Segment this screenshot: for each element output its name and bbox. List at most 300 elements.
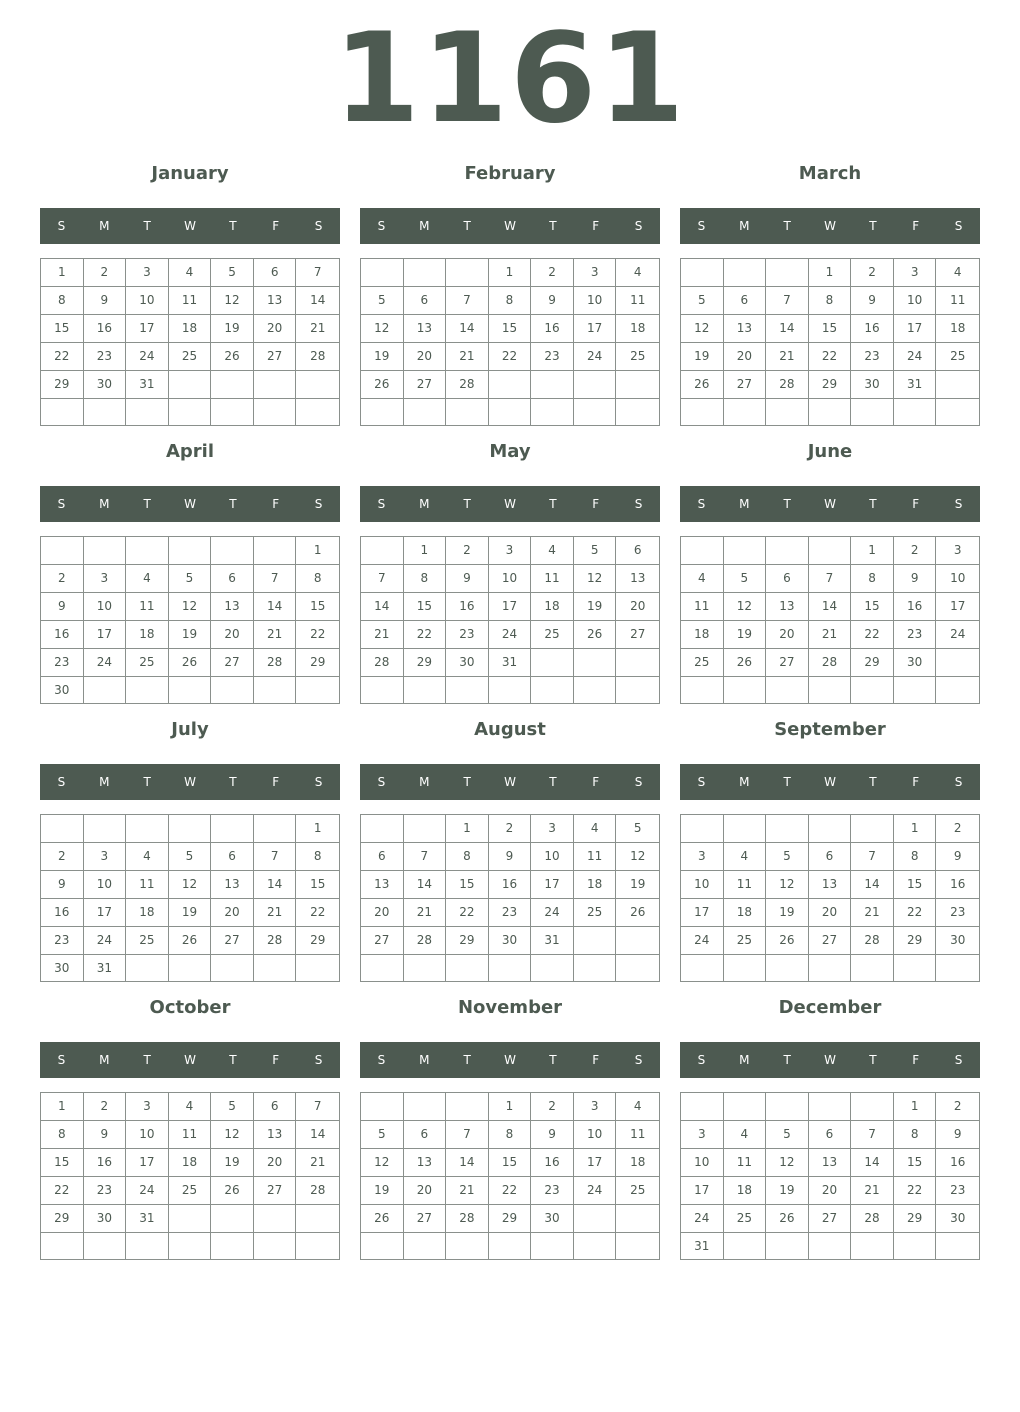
day-cell: 1 <box>41 1093 84 1121</box>
day-cell: 22 <box>489 343 532 371</box>
day-cell: 5 <box>361 287 404 315</box>
day-cell: 23 <box>936 899 979 927</box>
day-cell: 25 <box>169 343 212 371</box>
empty-cell <box>41 815 84 843</box>
empty-cell <box>84 815 127 843</box>
day-cell: 15 <box>489 1149 532 1177</box>
day-cell: 15 <box>41 315 84 343</box>
day-cell: 22 <box>851 621 894 649</box>
day-cell: 1 <box>446 815 489 843</box>
weekday-label: T <box>783 219 791 233</box>
empty-cell <box>126 1233 169 1259</box>
day-cell: 4 <box>936 259 979 287</box>
day-cell: 19 <box>211 315 254 343</box>
empty-cell <box>169 1233 212 1259</box>
day-cell: 3 <box>531 815 574 843</box>
day-cell: 10 <box>574 1121 617 1149</box>
day-cell: 6 <box>254 1093 297 1121</box>
day-cell: 19 <box>574 593 617 621</box>
day-cell: 9 <box>531 1121 574 1149</box>
day-cell: 9 <box>446 565 489 593</box>
month-name: February <box>464 163 556 184</box>
day-cell: 5 <box>361 1121 404 1149</box>
day-cell: 1 <box>489 1093 532 1121</box>
empty-cell <box>681 955 724 981</box>
empty-cell <box>616 371 659 399</box>
weekday-header <box>680 486 980 522</box>
empty-cell <box>724 537 767 565</box>
day-cell: 1 <box>296 815 339 843</box>
day-cell: 23 <box>531 1177 574 1205</box>
month-name: January <box>151 163 229 184</box>
day-cell: 27 <box>404 1205 447 1233</box>
day-cell: 18 <box>724 899 767 927</box>
day-cell: 13 <box>809 871 852 899</box>
day-cell: 2 <box>936 1093 979 1121</box>
day-cell: 6 <box>616 537 659 565</box>
empty-cell <box>126 399 169 425</box>
empty-cell <box>404 1093 447 1121</box>
empty-cell <box>894 1233 937 1260</box>
day-cell: 4 <box>574 815 617 843</box>
day-cell: 17 <box>574 315 617 343</box>
day-cell: 14 <box>404 871 447 899</box>
weekday-label: M <box>739 775 750 789</box>
day-cell: 3 <box>936 537 979 565</box>
day-cell: 16 <box>531 315 574 343</box>
empty-cell <box>766 815 809 843</box>
day-cell: 30 <box>84 1205 127 1233</box>
day-cell: 26 <box>724 649 767 677</box>
empty-cell <box>211 1233 254 1259</box>
empty-cell <box>809 1233 852 1260</box>
day-cell: 24 <box>574 343 617 371</box>
empty-cell <box>489 955 532 981</box>
empty-cell <box>851 815 894 843</box>
day-cell: 3 <box>489 537 532 565</box>
day-cell: 21 <box>851 899 894 927</box>
day-cell: 13 <box>254 1121 297 1149</box>
weekday-label: T <box>783 775 791 789</box>
day-cell: 10 <box>894 287 937 315</box>
day-cell: 18 <box>574 871 617 899</box>
weekday-label: W <box>184 497 196 511</box>
empty-cell <box>211 815 254 843</box>
day-cell: 7 <box>851 1121 894 1149</box>
empty-cell <box>616 955 659 981</box>
day-cell: 2 <box>894 537 937 565</box>
day-cell: 8 <box>296 565 339 593</box>
weekday-header <box>40 486 340 522</box>
empty-cell <box>531 399 574 425</box>
day-cell: 3 <box>84 843 127 871</box>
weekday-label: T <box>229 219 237 233</box>
day-cell: 18 <box>681 621 724 649</box>
empty-cell <box>936 399 979 425</box>
empty-cell <box>724 1233 767 1260</box>
empty-cell <box>126 955 169 982</box>
day-cell: 4 <box>126 843 169 871</box>
day-cell: 6 <box>809 843 852 871</box>
empty-cell <box>169 1205 212 1233</box>
day-cell: 11 <box>724 1149 767 1177</box>
days-grid <box>680 258 980 426</box>
day-cell: 4 <box>126 565 169 593</box>
empty-cell <box>766 955 809 981</box>
day-cell: 13 <box>404 315 447 343</box>
day-cell: 24 <box>126 343 169 371</box>
day-cell: 23 <box>531 343 574 371</box>
day-cell: 8 <box>41 287 84 315</box>
day-cell: 29 <box>296 649 339 677</box>
empty-cell <box>254 1205 297 1233</box>
weekday-label: T <box>463 497 471 511</box>
day-cell: 1 <box>296 537 339 565</box>
day-cell: 17 <box>126 315 169 343</box>
day-cell: 9 <box>936 1121 979 1149</box>
weekday-label: T <box>869 1053 877 1067</box>
day-cell: 21 <box>296 1149 339 1177</box>
weekday-label: S <box>377 497 386 511</box>
day-cell: 6 <box>809 1121 852 1149</box>
empty-cell <box>531 649 574 677</box>
weekday-label: T <box>783 1053 791 1067</box>
day-cell: 16 <box>41 621 84 649</box>
day-cell: 5 <box>681 287 724 315</box>
day-cell: 7 <box>404 843 447 871</box>
day-cell: 6 <box>211 843 254 871</box>
day-cell: 13 <box>254 287 297 315</box>
day-cell: 4 <box>724 1121 767 1149</box>
day-cell: 1 <box>404 537 447 565</box>
day-cell: 9 <box>84 287 127 315</box>
empty-cell <box>169 677 212 704</box>
month-name: October <box>149 997 231 1018</box>
day-cell: 29 <box>41 371 84 399</box>
empty-cell <box>126 815 169 843</box>
weekday-label: T <box>143 219 151 233</box>
day-cell: 26 <box>766 927 809 955</box>
day-cell: 19 <box>169 621 212 649</box>
empty-cell <box>574 955 617 981</box>
day-cell: 17 <box>531 871 574 899</box>
weekday-label: S <box>314 497 323 511</box>
day-cell: 22 <box>296 899 339 927</box>
days-grid <box>680 1092 980 1260</box>
weekday-label: S <box>57 1053 66 1067</box>
empty-cell <box>681 677 724 703</box>
empty-cell <box>809 955 852 981</box>
empty-cell <box>404 677 447 703</box>
weekday-label: S <box>377 219 386 233</box>
day-cell: 28 <box>446 1205 489 1233</box>
day-cell: 25 <box>724 927 767 955</box>
empty-cell <box>766 259 809 287</box>
empty-cell <box>41 1233 84 1259</box>
day-cell: 5 <box>169 843 212 871</box>
empty-cell <box>296 677 339 704</box>
day-cell: 6 <box>254 259 297 287</box>
day-cell: 10 <box>126 287 169 315</box>
empty-cell <box>574 677 617 703</box>
day-cell: 26 <box>361 371 404 399</box>
day-cell: 28 <box>254 927 297 955</box>
empty-cell <box>616 399 659 425</box>
day-cell: 26 <box>211 343 254 371</box>
weekday-label: S <box>634 1053 643 1067</box>
weekday-label: M <box>419 219 430 233</box>
empty-cell <box>211 371 254 399</box>
day-cell: 31 <box>894 371 937 399</box>
day-cell: 20 <box>361 899 404 927</box>
day-cell: 9 <box>894 565 937 593</box>
weekday-header <box>40 208 340 244</box>
day-cell: 24 <box>126 1177 169 1205</box>
day-cell: 12 <box>211 1121 254 1149</box>
day-cell: 11 <box>574 843 617 871</box>
day-cell: 27 <box>809 1205 852 1233</box>
empty-cell <box>404 259 447 287</box>
day-cell: 2 <box>84 259 127 287</box>
empty-cell <box>489 1233 532 1259</box>
day-cell: 10 <box>936 565 979 593</box>
empty-cell <box>681 259 724 287</box>
weekday-label: W <box>824 1053 836 1067</box>
day-cell: 21 <box>361 621 404 649</box>
day-cell: 11 <box>681 593 724 621</box>
day-cell: 15 <box>296 593 339 621</box>
day-cell: 21 <box>446 343 489 371</box>
day-cell: 21 <box>809 621 852 649</box>
day-cell: 18 <box>616 315 659 343</box>
day-cell: 31 <box>126 1205 169 1233</box>
empty-cell <box>84 537 127 565</box>
day-cell: 8 <box>446 843 489 871</box>
weekday-label: W <box>504 497 516 511</box>
weekday-label: M <box>739 1053 750 1067</box>
empty-cell <box>766 537 809 565</box>
empty-cell <box>574 371 617 399</box>
weekday-label: F <box>912 497 920 511</box>
year-title: 1161 <box>333 7 687 151</box>
day-cell: 7 <box>809 565 852 593</box>
day-cell: 28 <box>446 371 489 399</box>
day-cell: 26 <box>766 1205 809 1233</box>
day-cell: 11 <box>936 287 979 315</box>
weekday-label: F <box>912 775 920 789</box>
day-cell: 21 <box>254 621 297 649</box>
days-grid <box>360 1092 660 1260</box>
day-cell: 14 <box>254 871 297 899</box>
day-cell: 3 <box>574 1093 617 1121</box>
empty-cell <box>361 1093 404 1121</box>
day-cell: 15 <box>894 871 937 899</box>
day-cell: 3 <box>126 1093 169 1121</box>
day-cell: 26 <box>681 371 724 399</box>
empty-cell <box>724 677 767 703</box>
day-cell: 15 <box>404 593 447 621</box>
day-cell: 14 <box>809 593 852 621</box>
empty-cell <box>126 537 169 565</box>
day-cell: 19 <box>169 899 212 927</box>
day-cell: 7 <box>296 1093 339 1121</box>
day-cell: 17 <box>126 1149 169 1177</box>
day-cell: 16 <box>446 593 489 621</box>
day-cell: 7 <box>446 287 489 315</box>
day-cell: 19 <box>681 343 724 371</box>
day-cell: 30 <box>936 1205 979 1233</box>
day-cell: 23 <box>446 621 489 649</box>
empty-cell <box>211 537 254 565</box>
day-cell: 9 <box>41 871 84 899</box>
weekday-label: M <box>99 775 110 789</box>
day-cell: 12 <box>211 287 254 315</box>
day-cell: 23 <box>41 649 84 677</box>
day-cell: 7 <box>296 259 339 287</box>
empty-cell <box>169 399 212 425</box>
weekday-label: M <box>419 497 430 511</box>
weekday-label: S <box>57 219 66 233</box>
day-cell: 28 <box>851 927 894 955</box>
day-cell: 4 <box>169 1093 212 1121</box>
day-cell: 18 <box>126 899 169 927</box>
day-cell: 8 <box>489 287 532 315</box>
day-cell: 25 <box>169 1177 212 1205</box>
day-cell: 17 <box>681 1177 724 1205</box>
day-cell: 8 <box>489 1121 532 1149</box>
weekday-label: W <box>504 219 516 233</box>
day-cell: 24 <box>681 927 724 955</box>
empty-cell <box>616 649 659 677</box>
day-cell: 2 <box>936 815 979 843</box>
month-name: July <box>171 719 209 740</box>
day-cell: 12 <box>766 1149 809 1177</box>
day-cell: 22 <box>296 621 339 649</box>
day-cell: 10 <box>489 565 532 593</box>
day-cell: 12 <box>361 1149 404 1177</box>
day-cell: 16 <box>851 315 894 343</box>
day-cell: 9 <box>489 843 532 871</box>
empty-cell <box>446 677 489 703</box>
day-cell: 30 <box>84 371 127 399</box>
day-cell: 27 <box>809 927 852 955</box>
day-cell: 20 <box>766 621 809 649</box>
weekday-label: W <box>184 219 196 233</box>
weekday-header <box>680 1042 980 1078</box>
empty-cell <box>894 677 937 703</box>
weekday-label: S <box>697 1053 706 1067</box>
weekday-label: W <box>504 775 516 789</box>
day-cell: 28 <box>404 927 447 955</box>
empty-cell <box>84 399 127 425</box>
day-cell: 31 <box>531 927 574 955</box>
weekday-label: T <box>869 497 877 511</box>
day-cell: 22 <box>489 1177 532 1205</box>
day-cell: 14 <box>296 1121 339 1149</box>
day-cell: 29 <box>404 649 447 677</box>
empty-cell <box>41 537 84 565</box>
day-cell: 5 <box>616 815 659 843</box>
weekday-label: S <box>57 497 66 511</box>
day-cell: 10 <box>681 1149 724 1177</box>
day-cell: 5 <box>766 1121 809 1149</box>
empty-cell <box>894 955 937 981</box>
day-cell: 29 <box>296 927 339 955</box>
day-cell: 1 <box>894 815 937 843</box>
day-cell: 5 <box>169 565 212 593</box>
weekday-label: T <box>463 1053 471 1067</box>
day-cell: 22 <box>894 1177 937 1205</box>
day-cell: 6 <box>404 1121 447 1149</box>
weekday-label: S <box>697 497 706 511</box>
month-name: May <box>489 441 531 462</box>
day-cell: 21 <box>851 1177 894 1205</box>
weekday-label: W <box>824 219 836 233</box>
day-cell: 12 <box>169 593 212 621</box>
day-cell: 10 <box>681 871 724 899</box>
day-cell: 18 <box>724 1177 767 1205</box>
day-cell: 16 <box>894 593 937 621</box>
empty-cell <box>211 399 254 425</box>
empty-cell <box>296 399 339 425</box>
empty-cell <box>296 1205 339 1233</box>
empty-cell <box>724 815 767 843</box>
weekday-label: M <box>419 1053 430 1067</box>
day-cell: 24 <box>574 1177 617 1205</box>
empty-cell <box>851 955 894 981</box>
day-cell: 17 <box>489 593 532 621</box>
day-cell: 24 <box>489 621 532 649</box>
empty-cell <box>936 1233 979 1260</box>
day-cell: 12 <box>169 871 212 899</box>
weekday-label: W <box>824 775 836 789</box>
day-cell: 17 <box>894 315 937 343</box>
empty-cell <box>446 955 489 981</box>
day-cell: 26 <box>211 1177 254 1205</box>
weekday-label: F <box>272 1053 280 1067</box>
month-name: August <box>474 719 546 740</box>
day-cell: 10 <box>84 593 127 621</box>
day-cell: 25 <box>936 343 979 371</box>
empty-cell <box>404 815 447 843</box>
day-cell: 25 <box>616 1177 659 1205</box>
day-cell: 15 <box>41 1149 84 1177</box>
month-name: September <box>774 719 886 740</box>
day-cell: 15 <box>489 315 532 343</box>
day-cell: 15 <box>851 593 894 621</box>
empty-cell <box>616 1233 659 1259</box>
day-cell: 24 <box>894 343 937 371</box>
empty-cell <box>489 399 532 425</box>
day-cell: 29 <box>489 1205 532 1233</box>
day-cell: 19 <box>211 1149 254 1177</box>
day-cell: 29 <box>894 927 937 955</box>
empty-cell <box>296 371 339 399</box>
days-grid <box>40 814 340 982</box>
empty-cell <box>361 815 404 843</box>
day-cell: 18 <box>169 1149 212 1177</box>
empty-cell <box>531 1233 574 1259</box>
empty-cell <box>766 1093 809 1121</box>
empty-cell <box>851 1093 894 1121</box>
day-cell: 9 <box>41 593 84 621</box>
empty-cell <box>766 677 809 703</box>
empty-cell <box>851 677 894 703</box>
day-cell: 15 <box>809 315 852 343</box>
weekday-label: T <box>869 775 877 789</box>
day-cell: 28 <box>851 1205 894 1233</box>
day-cell: 20 <box>211 621 254 649</box>
